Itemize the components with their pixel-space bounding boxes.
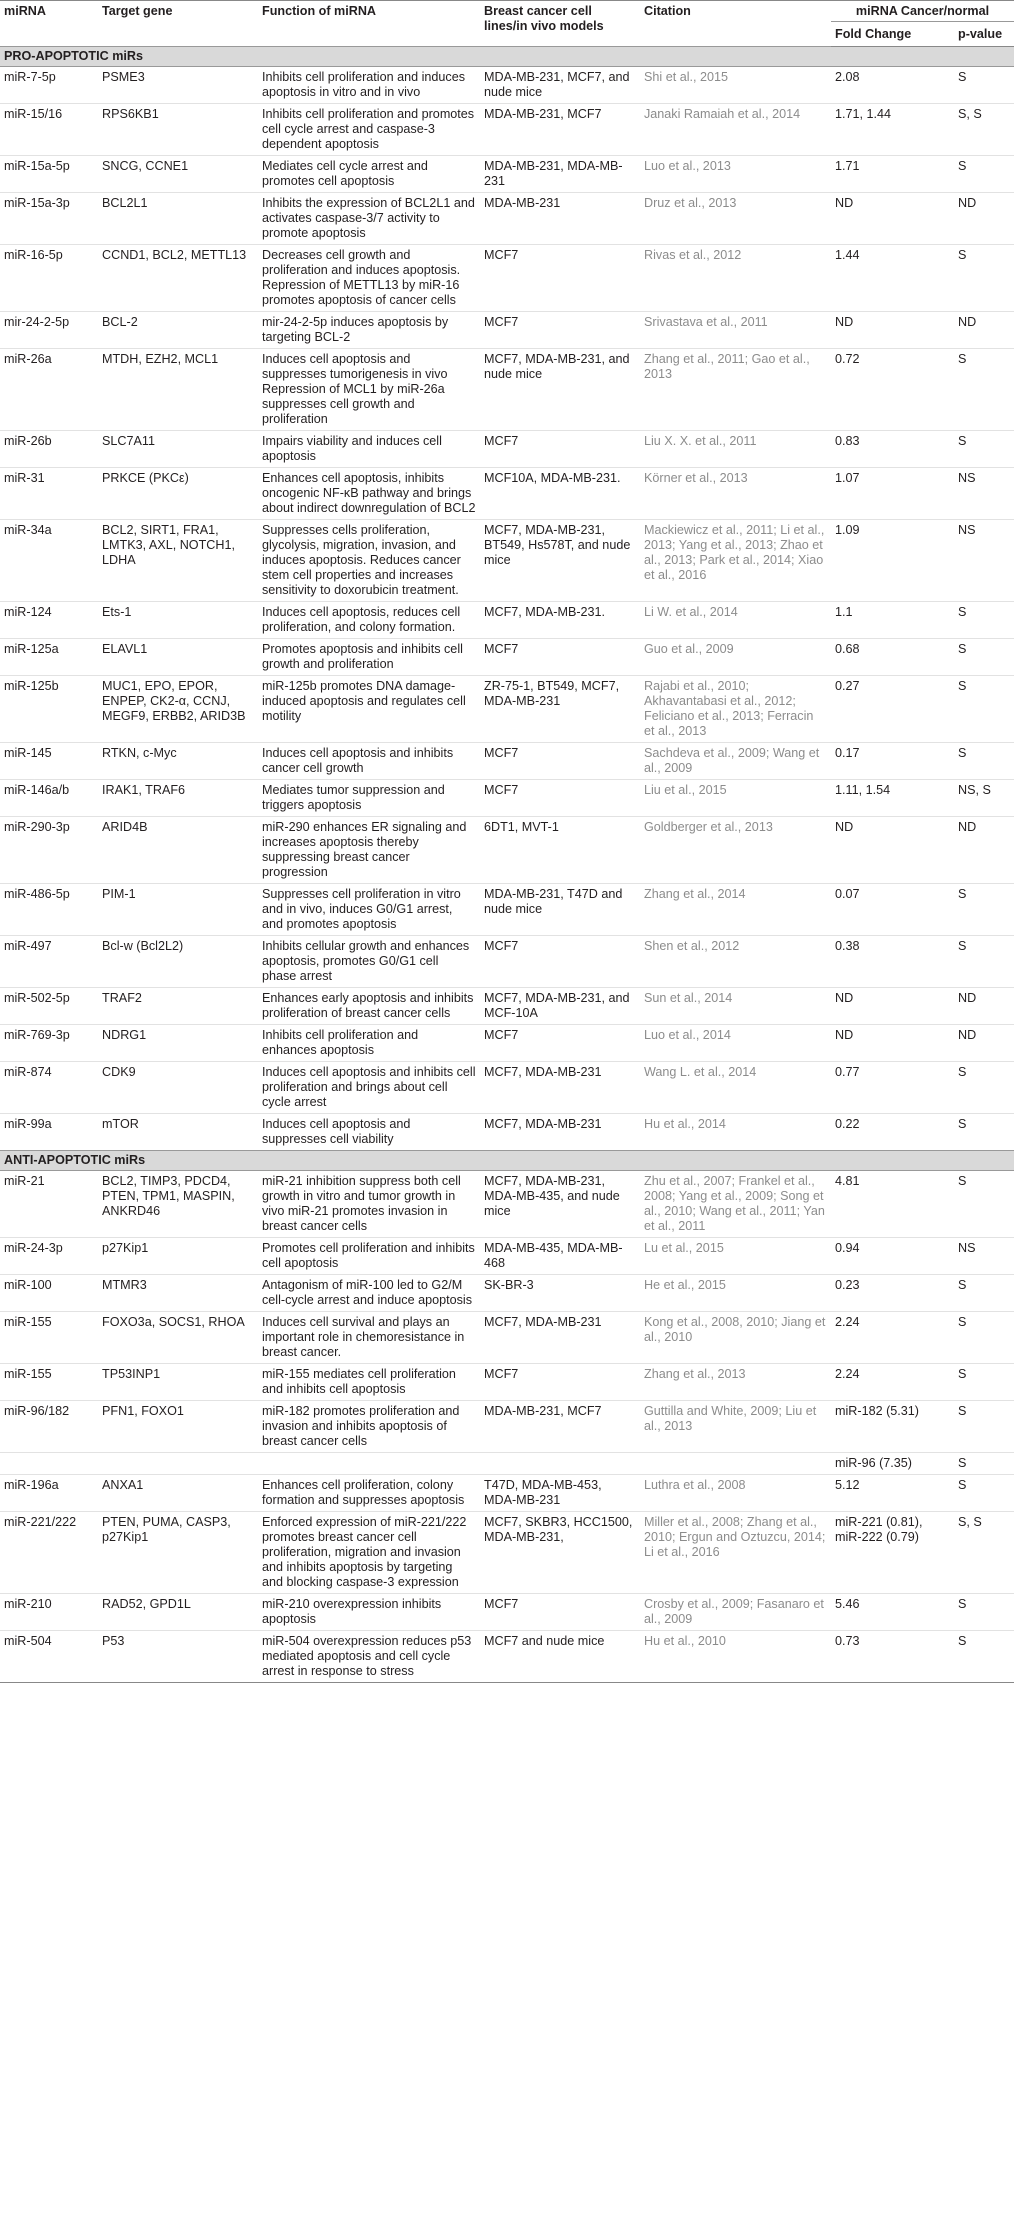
cell-function bbox=[258, 1453, 480, 1475]
header-fold-change: Fold Change bbox=[831, 22, 954, 47]
cell-mirna: miR-26b bbox=[0, 431, 98, 468]
cell-mirna: miR-486-5p bbox=[0, 884, 98, 936]
cell-citation: Janaki Ramaiah et al., 2014 bbox=[640, 104, 831, 156]
table-row bbox=[0, 676, 1014, 743]
cell-citation: He et al., 2015 bbox=[640, 1275, 831, 1312]
cell-fold-change: 5.46 bbox=[831, 1594, 954, 1631]
cell-fold-change: 0.27 bbox=[831, 676, 954, 743]
cell-mirna: miR-221/222 bbox=[0, 1512, 98, 1594]
cell-target-gene: SLC7A11 bbox=[98, 431, 258, 468]
cell-function: Induces cell apoptosis and inhibits cell proliferation and brings about cell cycle arrest bbox=[258, 1062, 480, 1114]
cell-p-value: S bbox=[954, 245, 1014, 312]
table-row bbox=[0, 936, 1014, 988]
cell-citation: Shen et al., 2012 bbox=[640, 936, 831, 988]
table-row bbox=[0, 780, 1014, 817]
cell-fold-change: 2.24 bbox=[831, 1312, 954, 1364]
cell-cell-lines: MDA-MB-231, T47D and nude mice bbox=[480, 884, 640, 936]
table-row bbox=[0, 1453, 1014, 1475]
table-row bbox=[0, 1475, 1014, 1512]
cell-p-value: S bbox=[954, 1312, 1014, 1364]
cell-cell-lines: MCF7, MDA-MB-231 bbox=[480, 1312, 640, 1364]
table-row bbox=[0, 1631, 1014, 1683]
cell-cell-lines: MCF10A, MDA-MB-231. bbox=[480, 468, 640, 520]
cell-p-value: S, S bbox=[954, 104, 1014, 156]
cell-fold-change: 0.83 bbox=[831, 431, 954, 468]
cell-citation: Druz et al., 2013 bbox=[640, 193, 831, 245]
cell-citation: Zhu et al., 2007; Frankel et al., 2008; Yang et al., 2009; Song et al., 2010; Wang et al., 2011; Yan et al., 2011 bbox=[640, 1171, 831, 1238]
cell-citation: Luo et al., 2014 bbox=[640, 1025, 831, 1062]
cell-target-gene: P53 bbox=[98, 1631, 258, 1683]
cell-mirna: miR-15a-3p bbox=[0, 193, 98, 245]
cell-fold-change: 0.38 bbox=[831, 936, 954, 988]
cell-mirna: miR-769-3p bbox=[0, 1025, 98, 1062]
table-row bbox=[0, 1025, 1014, 1062]
cell-function: miR-155 mediates cell proliferation and inhibits cell apoptosis bbox=[258, 1364, 480, 1401]
header-target-gene: Target gene bbox=[98, 1, 258, 47]
cell-cell-lines: MCF7, MDA-MB-231 bbox=[480, 1062, 640, 1114]
cell-function: Induces cell apoptosis, reduces cell proliferation, and colony formation. bbox=[258, 602, 480, 639]
cell-function: Enforced expression of miR-221/222 promotes breast cancer cell proliferation, migration and invasion and inhibits apoptosis by targeting and blocking caspase-3 expression bbox=[258, 1512, 480, 1594]
table-row bbox=[0, 156, 1014, 193]
cell-target-gene: RPS6KB1 bbox=[98, 104, 258, 156]
cell-citation: Guttilla and White, 2009; Liu et al., 2013 bbox=[640, 1401, 831, 1453]
cell-cell-lines: MCF7 bbox=[480, 1594, 640, 1631]
cell-target-gene: PTEN, PUMA, CASP3, p27Kip1 bbox=[98, 1512, 258, 1594]
table-row bbox=[0, 1114, 1014, 1151]
cell-cell-lines: MDA-MB-231 bbox=[480, 193, 640, 245]
cell-fold-change: 0.17 bbox=[831, 743, 954, 780]
cell-target-gene bbox=[98, 1453, 258, 1475]
table-row bbox=[0, 1171, 1014, 1238]
cell-mirna: miR-7-5p bbox=[0, 67, 98, 104]
cell-target-gene: MTDH, EZH2, MCL1 bbox=[98, 349, 258, 431]
cell-fold-change: 0.94 bbox=[831, 1238, 954, 1275]
cell-cell-lines: MCF7 bbox=[480, 245, 640, 312]
cell-citation: Mackiewicz et al., 2011; Li et al., 2013; Yang et al., 2013; Zhao et al., 2013; Park et al., 2014; Xiao et al., 2016 bbox=[640, 520, 831, 602]
cell-p-value: ND bbox=[954, 817, 1014, 884]
table-row bbox=[0, 639, 1014, 676]
cell-mirna: miR-155 bbox=[0, 1312, 98, 1364]
header-p-value: p-value bbox=[954, 22, 1014, 47]
cell-target-gene: IRAK1, TRAF6 bbox=[98, 780, 258, 817]
cell-cell-lines: ZR-75-1, BT549, MCF7, MDA-MB-231 bbox=[480, 676, 640, 743]
cell-target-gene: PSME3 bbox=[98, 67, 258, 104]
cell-fold-change: ND bbox=[831, 817, 954, 884]
table-row bbox=[0, 245, 1014, 312]
table-row bbox=[0, 1512, 1014, 1594]
cell-cell-lines: MCF7, MDA-MB-231, MDA-MB-435, and nude mice bbox=[480, 1171, 640, 1238]
cell-mirna: miR-100 bbox=[0, 1275, 98, 1312]
cell-function: Inhibits cell proliferation and induces apoptosis in vitro and in vivo bbox=[258, 67, 480, 104]
cell-p-value: NS bbox=[954, 1238, 1014, 1275]
cell-function: Mediates tumor suppression and triggers apoptosis bbox=[258, 780, 480, 817]
cell-citation: Goldberger et al., 2013 bbox=[640, 817, 831, 884]
table-row bbox=[0, 468, 1014, 520]
cell-p-value: S bbox=[954, 1631, 1014, 1683]
cell-mirna: miR-145 bbox=[0, 743, 98, 780]
cell-mirna: miR-31 bbox=[0, 468, 98, 520]
cell-cell-lines: MCF7 bbox=[480, 431, 640, 468]
cell-target-gene: p27Kip1 bbox=[98, 1238, 258, 1275]
cell-target-gene: TP53INP1 bbox=[98, 1364, 258, 1401]
cell-function: Mediates cell cycle arrest and promotes cell apoptosis bbox=[258, 156, 480, 193]
cell-citation: Luthra et al., 2008 bbox=[640, 1475, 831, 1512]
cell-function: Promotes cell proliferation and inhibits cell apoptosis bbox=[258, 1238, 480, 1275]
cell-target-gene: PRKCE (PKCε) bbox=[98, 468, 258, 520]
cell-citation: Liu X. X. et al., 2011 bbox=[640, 431, 831, 468]
table-row bbox=[0, 1312, 1014, 1364]
cell-p-value: ND bbox=[954, 312, 1014, 349]
cell-citation: Rajabi et al., 2010; Akhavantabasi et al., 2012; Feliciano et al., 2013; Ferracin et al., 2013 bbox=[640, 676, 831, 743]
header-mirna: miRNA bbox=[0, 1, 98, 47]
cell-p-value: S bbox=[954, 936, 1014, 988]
cell-p-value: S bbox=[954, 639, 1014, 676]
cell-citation: Hu et al., 2010 bbox=[640, 1631, 831, 1683]
cell-mirna: miR-16-5p bbox=[0, 245, 98, 312]
cell-function: Induces cell apoptosis and suppresses cell viability bbox=[258, 1114, 480, 1151]
cell-mirna bbox=[0, 1453, 98, 1475]
table-row bbox=[0, 1062, 1014, 1114]
cell-mirna: miR-146a/b bbox=[0, 780, 98, 817]
cell-citation: Srivastava et al., 2011 bbox=[640, 312, 831, 349]
cell-cell-lines: SK-BR-3 bbox=[480, 1275, 640, 1312]
cell-target-gene: RTKN, c-Myc bbox=[98, 743, 258, 780]
cell-mirna: miR-874 bbox=[0, 1062, 98, 1114]
cell-cell-lines: MCF7, MDA-MB-231. bbox=[480, 602, 640, 639]
cell-fold-change: 1.71, 1.44 bbox=[831, 104, 954, 156]
cell-fold-change: 2.08 bbox=[831, 67, 954, 104]
table-row bbox=[0, 193, 1014, 245]
table-row bbox=[0, 884, 1014, 936]
header-function: Function of miRNA bbox=[258, 1, 480, 47]
cell-target-gene: NDRG1 bbox=[98, 1025, 258, 1062]
cell-citation: Guo et al., 2009 bbox=[640, 639, 831, 676]
cell-citation: Zhang et al., 2013 bbox=[640, 1364, 831, 1401]
table-row bbox=[0, 817, 1014, 884]
cell-mirna: miR-99a bbox=[0, 1114, 98, 1151]
cell-mirna: miR-196a bbox=[0, 1475, 98, 1512]
cell-target-gene: PIM-1 bbox=[98, 884, 258, 936]
cell-citation: Zhang et al., 2014 bbox=[640, 884, 831, 936]
cell-function: miR-504 overexpression reduces p53 mediated apoptosis and cell cycle arrest in response to stress bbox=[258, 1631, 480, 1683]
table-row bbox=[0, 520, 1014, 602]
cell-p-value: S bbox=[954, 1062, 1014, 1114]
cell-target-gene: mTOR bbox=[98, 1114, 258, 1151]
cell-target-gene: ARID4B bbox=[98, 817, 258, 884]
cell-p-value: S bbox=[954, 884, 1014, 936]
section-title: PRO-APOPTOTIC miRs bbox=[0, 47, 1014, 67]
cell-p-value: S bbox=[954, 1114, 1014, 1151]
cell-citation: Zhang et al., 2011; Gao et al., 2013 bbox=[640, 349, 831, 431]
cell-function: Enhances cell apoptosis, inhibits oncogenic NF-κB pathway and brings about indirect downregulation of BCL2 bbox=[258, 468, 480, 520]
cell-function: Impairs viability and induces cell apoptosis bbox=[258, 431, 480, 468]
cell-citation: Körner et al., 2013 bbox=[640, 468, 831, 520]
cell-p-value: S bbox=[954, 1594, 1014, 1631]
cell-cell-lines: MCF7, MDA-MB-231, BT549, Hs578T, and nude mice bbox=[480, 520, 640, 602]
cell-cell-lines: MCF7 bbox=[480, 639, 640, 676]
cell-p-value: S bbox=[954, 602, 1014, 639]
cell-fold-change: 0.72 bbox=[831, 349, 954, 431]
cell-function: mir-24-2-5p induces apoptosis by targeting BCL-2 bbox=[258, 312, 480, 349]
cell-fold-change: 0.22 bbox=[831, 1114, 954, 1151]
cell-fold-change: 0.77 bbox=[831, 1062, 954, 1114]
cell-function: miR-21 inhibition suppress both cell growth in vitro and tumor growth in vivo miR-21 promotes invasion in breast cancer cells bbox=[258, 1171, 480, 1238]
cell-target-gene: BCL-2 bbox=[98, 312, 258, 349]
table-header bbox=[0, 1, 1014, 47]
cell-mirna: miR-497 bbox=[0, 936, 98, 988]
cell-function: Inhibits cell proliferation and enhances apoptosis bbox=[258, 1025, 480, 1062]
cell-fold-change: miR-182 (5.31) bbox=[831, 1401, 954, 1453]
cell-fold-change: 1.11, 1.54 bbox=[831, 780, 954, 817]
cell-fold-change: 1.07 bbox=[831, 468, 954, 520]
cell-citation: Li W. et al., 2014 bbox=[640, 602, 831, 639]
cell-target-gene: PFN1, FOXO1 bbox=[98, 1401, 258, 1453]
table-row bbox=[0, 602, 1014, 639]
cell-mirna: miR-34a bbox=[0, 520, 98, 602]
cell-target-gene: MUC1, EPO, EPOR, ENPEP, CK2-α, CCNJ, MEGF9, ERBB2, ARID3B bbox=[98, 676, 258, 743]
cell-citation: Lu et al., 2015 bbox=[640, 1238, 831, 1275]
cell-fold-change: miR-221 (0.81), miR-222 (0.79) bbox=[831, 1512, 954, 1594]
cell-p-value: S bbox=[954, 349, 1014, 431]
cell-citation: Luo et al., 2013 bbox=[640, 156, 831, 193]
cell-fold-change: ND bbox=[831, 312, 954, 349]
cell-cell-lines: MCF7 bbox=[480, 936, 640, 988]
cell-mirna: miR-504 bbox=[0, 1631, 98, 1683]
cell-fold-change: 5.12 bbox=[831, 1475, 954, 1512]
cell-target-gene: TRAF2 bbox=[98, 988, 258, 1025]
cell-p-value: ND bbox=[954, 193, 1014, 245]
table-row bbox=[0, 743, 1014, 780]
cell-fold-change: 0.73 bbox=[831, 1631, 954, 1683]
cell-mirna: miR-502-5p bbox=[0, 988, 98, 1025]
cell-cell-lines: MCF7 and nude mice bbox=[480, 1631, 640, 1683]
cell-mirna: mir-24-2-5p bbox=[0, 312, 98, 349]
cell-target-gene: BCL2L1 bbox=[98, 193, 258, 245]
cell-fold-change: 4.81 bbox=[831, 1171, 954, 1238]
cell-function: Induces cell apoptosis and inhibits cancer cell growth bbox=[258, 743, 480, 780]
cell-cell-lines: T47D, MDA-MB-453, MDA-MB-231 bbox=[480, 1475, 640, 1512]
cell-target-gene: ANXA1 bbox=[98, 1475, 258, 1512]
cell-cell-lines: MCF7 bbox=[480, 1364, 640, 1401]
cell-fold-change: ND bbox=[831, 193, 954, 245]
cell-citation: Wang L. et al., 2014 bbox=[640, 1062, 831, 1114]
cell-target-gene: Bcl-w (Bcl2L2) bbox=[98, 936, 258, 988]
cell-function: miR-125b promotes DNA damage-induced apoptosis and regulates cell motility bbox=[258, 676, 480, 743]
cell-target-gene: Ets-1 bbox=[98, 602, 258, 639]
cell-cell-lines: MCF7, MDA-MB-231, and nude mice bbox=[480, 349, 640, 431]
cell-mirna: miR-155 bbox=[0, 1364, 98, 1401]
section-title: ANTI-APOPTOTIC miRs bbox=[0, 1151, 1014, 1171]
cell-function: Suppresses cells proliferation, glycolysis, migration, invasion, and induces apoptosis. Reduces cancer stem cell properties and increases sensitivity to doxorubicin treatment. bbox=[258, 520, 480, 602]
header-cell-lines: Breast cancer cell lines/in vivo models bbox=[480, 1, 640, 47]
cell-target-gene: RAD52, GPD1L bbox=[98, 1594, 258, 1631]
cell-p-value: S bbox=[954, 431, 1014, 468]
cell-cell-lines: MCF7, MDA-MB-231 bbox=[480, 1114, 640, 1151]
cell-fold-change: 0.68 bbox=[831, 639, 954, 676]
table-row bbox=[0, 1364, 1014, 1401]
cell-fold-change: 1.71 bbox=[831, 156, 954, 193]
cell-mirna: miR-125b bbox=[0, 676, 98, 743]
section-row bbox=[0, 47, 1014, 67]
cell-cell-lines: MDA-MB-231, MCF7 bbox=[480, 1401, 640, 1453]
cell-p-value: ND bbox=[954, 988, 1014, 1025]
cell-p-value: S bbox=[954, 1275, 1014, 1312]
cell-p-value: NS, S bbox=[954, 780, 1014, 817]
cell-p-value: S, S bbox=[954, 1512, 1014, 1594]
cell-cell-lines: MDA-MB-231, MDA-MB-231 bbox=[480, 156, 640, 193]
table-row bbox=[0, 349, 1014, 431]
cell-target-gene: BCL2, SIRT1, FRA1, LMTK3, AXL, NOTCH1, LDHA bbox=[98, 520, 258, 602]
table-row bbox=[0, 67, 1014, 104]
cell-citation: Sachdeva et al., 2009; Wang et al., 2009 bbox=[640, 743, 831, 780]
cell-cell-lines: MCF7 bbox=[480, 312, 640, 349]
cell-function: Suppresses cell proliferation in vitro and in vivo, induces G0/G1 arrest, and promotes apoptosis bbox=[258, 884, 480, 936]
cell-citation: Kong et al., 2008, 2010; Jiang et al., 2010 bbox=[640, 1312, 831, 1364]
cell-target-gene: CCND1, BCL2, METTL13 bbox=[98, 245, 258, 312]
cell-p-value: ND bbox=[954, 1025, 1014, 1062]
table-row bbox=[0, 431, 1014, 468]
cell-fold-change: 1.44 bbox=[831, 245, 954, 312]
header-mirna-cancer-normal: miRNA Cancer/normal bbox=[831, 1, 1014, 22]
cell-mirna: miR-210 bbox=[0, 1594, 98, 1631]
cell-function: miR-210 overexpression inhibits apoptosis bbox=[258, 1594, 480, 1631]
cell-cell-lines: 6DT1, MVT-1 bbox=[480, 817, 640, 884]
cell-p-value: NS bbox=[954, 468, 1014, 520]
cell-function: Antagonism of miR-100 led to G2/M cell-cycle arrest and induce apoptosis bbox=[258, 1275, 480, 1312]
table-row bbox=[0, 104, 1014, 156]
cell-target-gene: BCL2, TIMP3, PDCD4, PTEN, TPM1, MASPIN, ANKRD46 bbox=[98, 1171, 258, 1238]
cell-mirna: miR-26a bbox=[0, 349, 98, 431]
cell-fold-change: ND bbox=[831, 1025, 954, 1062]
cell-p-value: S bbox=[954, 1171, 1014, 1238]
cell-function: Promotes apoptosis and inhibits cell growth and proliferation bbox=[258, 639, 480, 676]
cell-fold-change: 1.1 bbox=[831, 602, 954, 639]
cell-target-gene: CDK9 bbox=[98, 1062, 258, 1114]
cell-function: Enhances early apoptosis and inhibits proliferation of breast cancer cells bbox=[258, 988, 480, 1025]
cell-citation: Miller et al., 2008; Zhang et al., 2010; Ergun and Oztuzcu, 2014; Li et al., 2016 bbox=[640, 1512, 831, 1594]
cell-cell-lines: MCF7 bbox=[480, 743, 640, 780]
cell-function: Inhibits cell proliferation and promotes cell cycle arrest and caspase-3 dependent apoptosis bbox=[258, 104, 480, 156]
cell-fold-change: 0.07 bbox=[831, 884, 954, 936]
cell-mirna: miR-15/16 bbox=[0, 104, 98, 156]
cell-mirna: miR-125a bbox=[0, 639, 98, 676]
cell-fold-change: miR-96 (7.35) bbox=[831, 1453, 954, 1475]
cell-citation: Rivas et al., 2012 bbox=[640, 245, 831, 312]
cell-function: Decreases cell growth and proliferation and induces apoptosis. Repression of METTL13 by miR-16 promotes apoptosis of cancer cells bbox=[258, 245, 480, 312]
cell-function: Induces cell apoptosis and suppresses tumorigenesis in vivo Repression of MCL1 by miR-26a suppresses cell growth and proliferation bbox=[258, 349, 480, 431]
cell-p-value: S bbox=[954, 1364, 1014, 1401]
cell-target-gene: FOXO3a, SOCS1, RHOA bbox=[98, 1312, 258, 1364]
cell-cell-lines: MCF7, SKBR3, HCC1500, MDA-MB-231, bbox=[480, 1512, 640, 1594]
cell-p-value: S bbox=[954, 67, 1014, 104]
cell-fold-change: 2.24 bbox=[831, 1364, 954, 1401]
cell-target-gene: ELAVL1 bbox=[98, 639, 258, 676]
cell-function: miR-290 enhances ER signaling and increases apoptosis thereby suppressing breast cancer progression bbox=[258, 817, 480, 884]
cell-citation: Sun et al., 2014 bbox=[640, 988, 831, 1025]
cell-citation bbox=[640, 1453, 831, 1475]
cell-p-value: S bbox=[954, 1401, 1014, 1453]
cell-p-value: S bbox=[954, 676, 1014, 743]
cell-target-gene: SNCG, CCNE1 bbox=[98, 156, 258, 193]
table-body bbox=[0, 47, 1014, 1683]
cell-cell-lines bbox=[480, 1453, 640, 1475]
cell-fold-change: 1.09 bbox=[831, 520, 954, 602]
cell-mirna: miR-21 bbox=[0, 1171, 98, 1238]
cell-p-value: NS bbox=[954, 520, 1014, 602]
cell-citation: Crosby et al., 2009; Fasanaro et al., 2009 bbox=[640, 1594, 831, 1631]
cell-p-value: S bbox=[954, 1453, 1014, 1475]
cell-cell-lines: MDA-MB-435, MDA-MB-468 bbox=[480, 1238, 640, 1275]
cell-mirna: miR-96/182 bbox=[0, 1401, 98, 1453]
cell-function: Enhances cell proliferation, colony formation and suppresses apoptosis bbox=[258, 1475, 480, 1512]
header-citation: Citation bbox=[640, 1, 831, 47]
cell-p-value: S bbox=[954, 743, 1014, 780]
cell-fold-change: 0.23 bbox=[831, 1275, 954, 1312]
cell-mirna: miR-24-3p bbox=[0, 1238, 98, 1275]
cell-cell-lines: MCF7, MDA-MB-231, and MCF-10A bbox=[480, 988, 640, 1025]
cell-fold-change: ND bbox=[831, 988, 954, 1025]
cell-cell-lines: MCF7 bbox=[480, 780, 640, 817]
cell-mirna: miR-15a-5p bbox=[0, 156, 98, 193]
cell-p-value: S bbox=[954, 1475, 1014, 1512]
cell-function: miR-182 promotes proliferation and invasion and inhibits apoptosis of breast cancer cells bbox=[258, 1401, 480, 1453]
section-row bbox=[0, 1151, 1014, 1171]
cell-function: Inhibits cellular growth and enhances apoptosis, promotes G0/G1 cell phase arrest bbox=[258, 936, 480, 988]
cell-mirna: miR-124 bbox=[0, 602, 98, 639]
table-row bbox=[0, 1238, 1014, 1275]
table-row bbox=[0, 1401, 1014, 1453]
table-row bbox=[0, 312, 1014, 349]
cell-cell-lines: MCF7 bbox=[480, 1025, 640, 1062]
cell-citation: Hu et al., 2014 bbox=[640, 1114, 831, 1151]
cell-cell-lines: MDA-MB-231, MCF7, and nude mice bbox=[480, 67, 640, 104]
cell-cell-lines: MDA-MB-231, MCF7 bbox=[480, 104, 640, 156]
cell-function: Induces cell survival and plays an important role in chemoresistance in breast cancer. bbox=[258, 1312, 480, 1364]
cell-citation: Shi et al., 2015 bbox=[640, 67, 831, 104]
table-row bbox=[0, 1594, 1014, 1631]
cell-function: Inhibits the expression of BCL2L1 and activates caspase-3/7 activity to promote apoptosis bbox=[258, 193, 480, 245]
table-row bbox=[0, 1275, 1014, 1312]
cell-mirna: miR-290-3p bbox=[0, 817, 98, 884]
table-row bbox=[0, 988, 1014, 1025]
cell-p-value: S bbox=[954, 156, 1014, 193]
cell-target-gene: MTMR3 bbox=[98, 1275, 258, 1312]
cell-citation: Liu et al., 2015 bbox=[640, 780, 831, 817]
